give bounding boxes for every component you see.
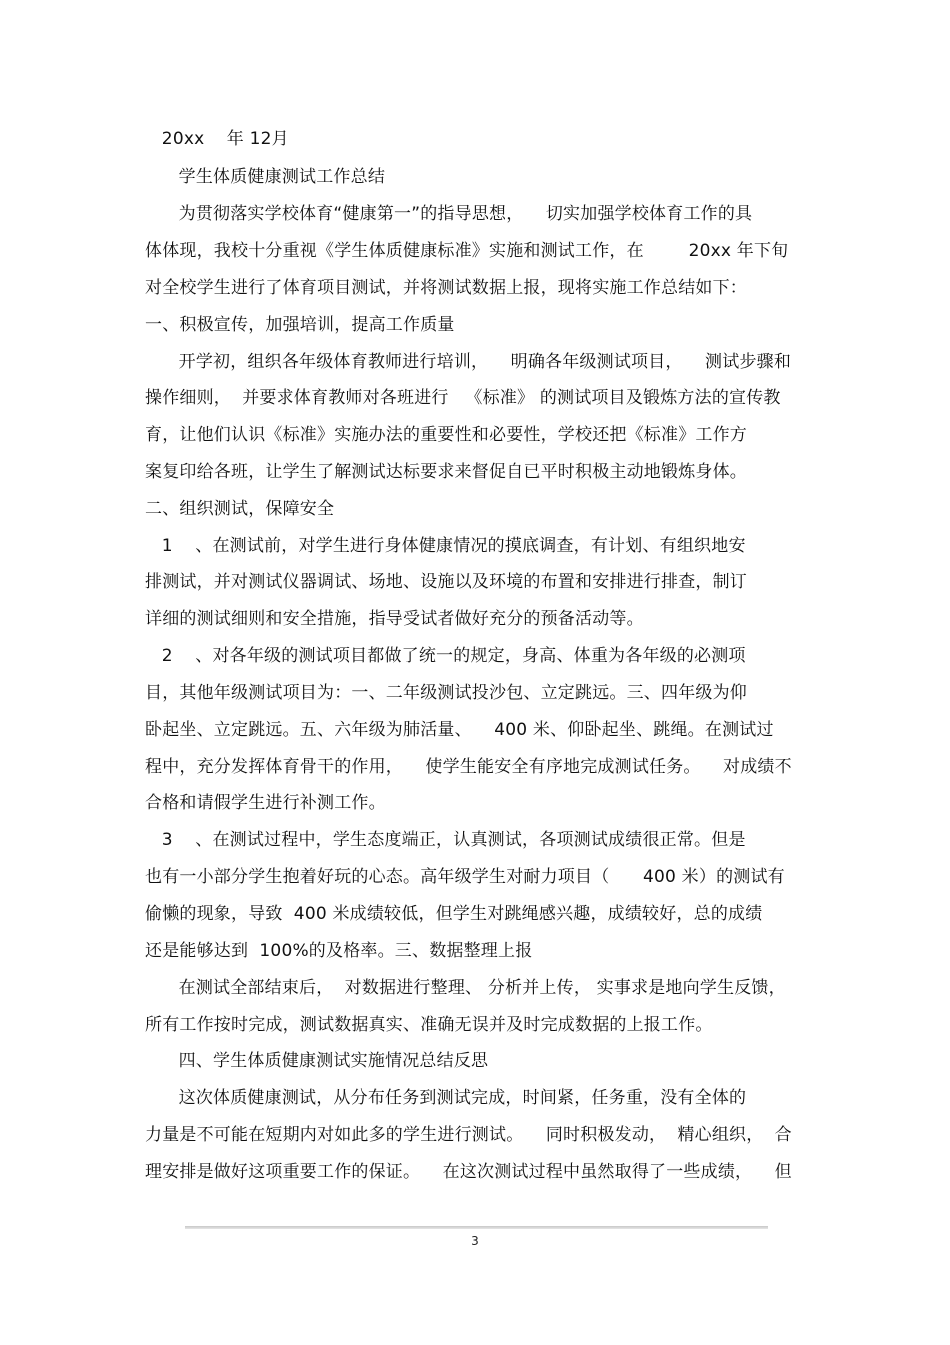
paragraph-line: 对全校学生进行了体育项目测试，并将测试数据上报，现将实施工作总结如下： — [145, 278, 747, 298]
paragraph-line: 还是能够达到 100%的及格率。三、数据整理上报 — [145, 941, 533, 961]
paragraph-line: 体体现，我校十分重视《学生体质健康标准》实施和测试工作，在 20xx 年下旬 — [145, 241, 789, 261]
paragraph-line: 3 、在测试过程中，学生态度端正，认真测试，各项测试成绩很正常。但是 — [145, 830, 746, 850]
paragraph-line: 1 、在测试前，对学生进行身体健康情况的摸底调查，有计划、有组织地安 — [145, 536, 746, 556]
section-heading: 一、积极宣传，加强培训，提高工作质量 — [145, 315, 455, 335]
paragraph-line: 卧起坐、立定跳远。五、六年级为肺活量、 400 米、仰卧起坐、跳绳。在测试过 — [145, 720, 774, 740]
paragraph-line: 为贯彻落实学校体育“健康第一”的指导思想， 切实加强学校体育工作的具 — [145, 204, 753, 224]
paragraph-line: 开学初，组织各年级体育教师进行培训， 明确各年级测试项目， 测试步骤和 — [145, 352, 792, 372]
section-heading: 四、学生体质健康测试实施情况总结反思 — [145, 1051, 489, 1071]
paragraph-line: 在测试全部结束后， 对数据进行整理、 分析并上传， 实事求是地向学生反馈， — [145, 978, 786, 998]
paragraph-line: 操作细则， 并要求体育教师对各班进行 《标准》 的测试项目及锻炼方法的宣传教 — [145, 388, 781, 408]
paragraph-line: 程中，充分发挥体育骨干的作用， 使学生能安全有序地完成测试任务。 对成绩不 — [145, 757, 792, 777]
paragraph-line: 育，让他们认识《标准》实施办法的重要性和必要性，学校还把《标准》工作方 — [145, 425, 747, 445]
paragraph-line: 2 、对各年级的测试项目都做了统一的规定，身高、体重为各年级的必测项 — [145, 646, 746, 666]
page-number: 3 — [471, 1234, 479, 1248]
paragraph-line: 理安排是做好这项重要工作的保证。 在这次测试过程中虽然取得了一些成绩， 但 — [145, 1162, 792, 1182]
paragraph-line: 所有工作按时完成，测试数据真实、准确无误并及时完成数据的上报工作。 — [145, 1015, 713, 1035]
paragraph-line: 力量是不可能在短期内对如此多的学生进行测试。 同时积极发动， 精心组织， 合 — [145, 1125, 792, 1145]
paragraph-line: 偷懒的现象，导致 400 米成绩较低，但学生对跳绳感兴趣，成绩较好，总的成绩 — [145, 904, 763, 924]
paragraph-line: 目，其他年级测试项目为：一、二年级测试投沙包、立定跳远。三、四年级为仰 — [145, 683, 747, 703]
paragraph-line: 详细的测试细则和安全措施，指导受试者做好充分的预备活动等。 — [145, 609, 644, 629]
document-title: 学生体质健康测试工作总结 — [145, 167, 386, 187]
date-line: 20xx 年 12月 — [145, 129, 289, 149]
section-heading: 二、组织测试，保障安全 — [145, 499, 335, 519]
paragraph-line: 这次体质健康测试，从分布任务到测试完成，时间紧，任务重，没有全体的 — [145, 1088, 747, 1108]
footer-divider — [185, 1226, 768, 1229]
paragraph-line: 案复印给各班，让学生了解测试达标要求来督促自已平时积极主动地锻炼身体。 — [145, 462, 747, 482]
paragraph-line: 也有一小部分学生抱着好玩的心态。高年级学生对耐力项目（ 400 米）的测试有 — [145, 867, 785, 887]
paragraph-line: 合格和请假学生进行补测工作。 — [145, 793, 386, 813]
paragraph-line: 排测试，并对测试仪器调试、场地、设施以及环境的布置和安排进行排查，制订 — [145, 572, 747, 592]
